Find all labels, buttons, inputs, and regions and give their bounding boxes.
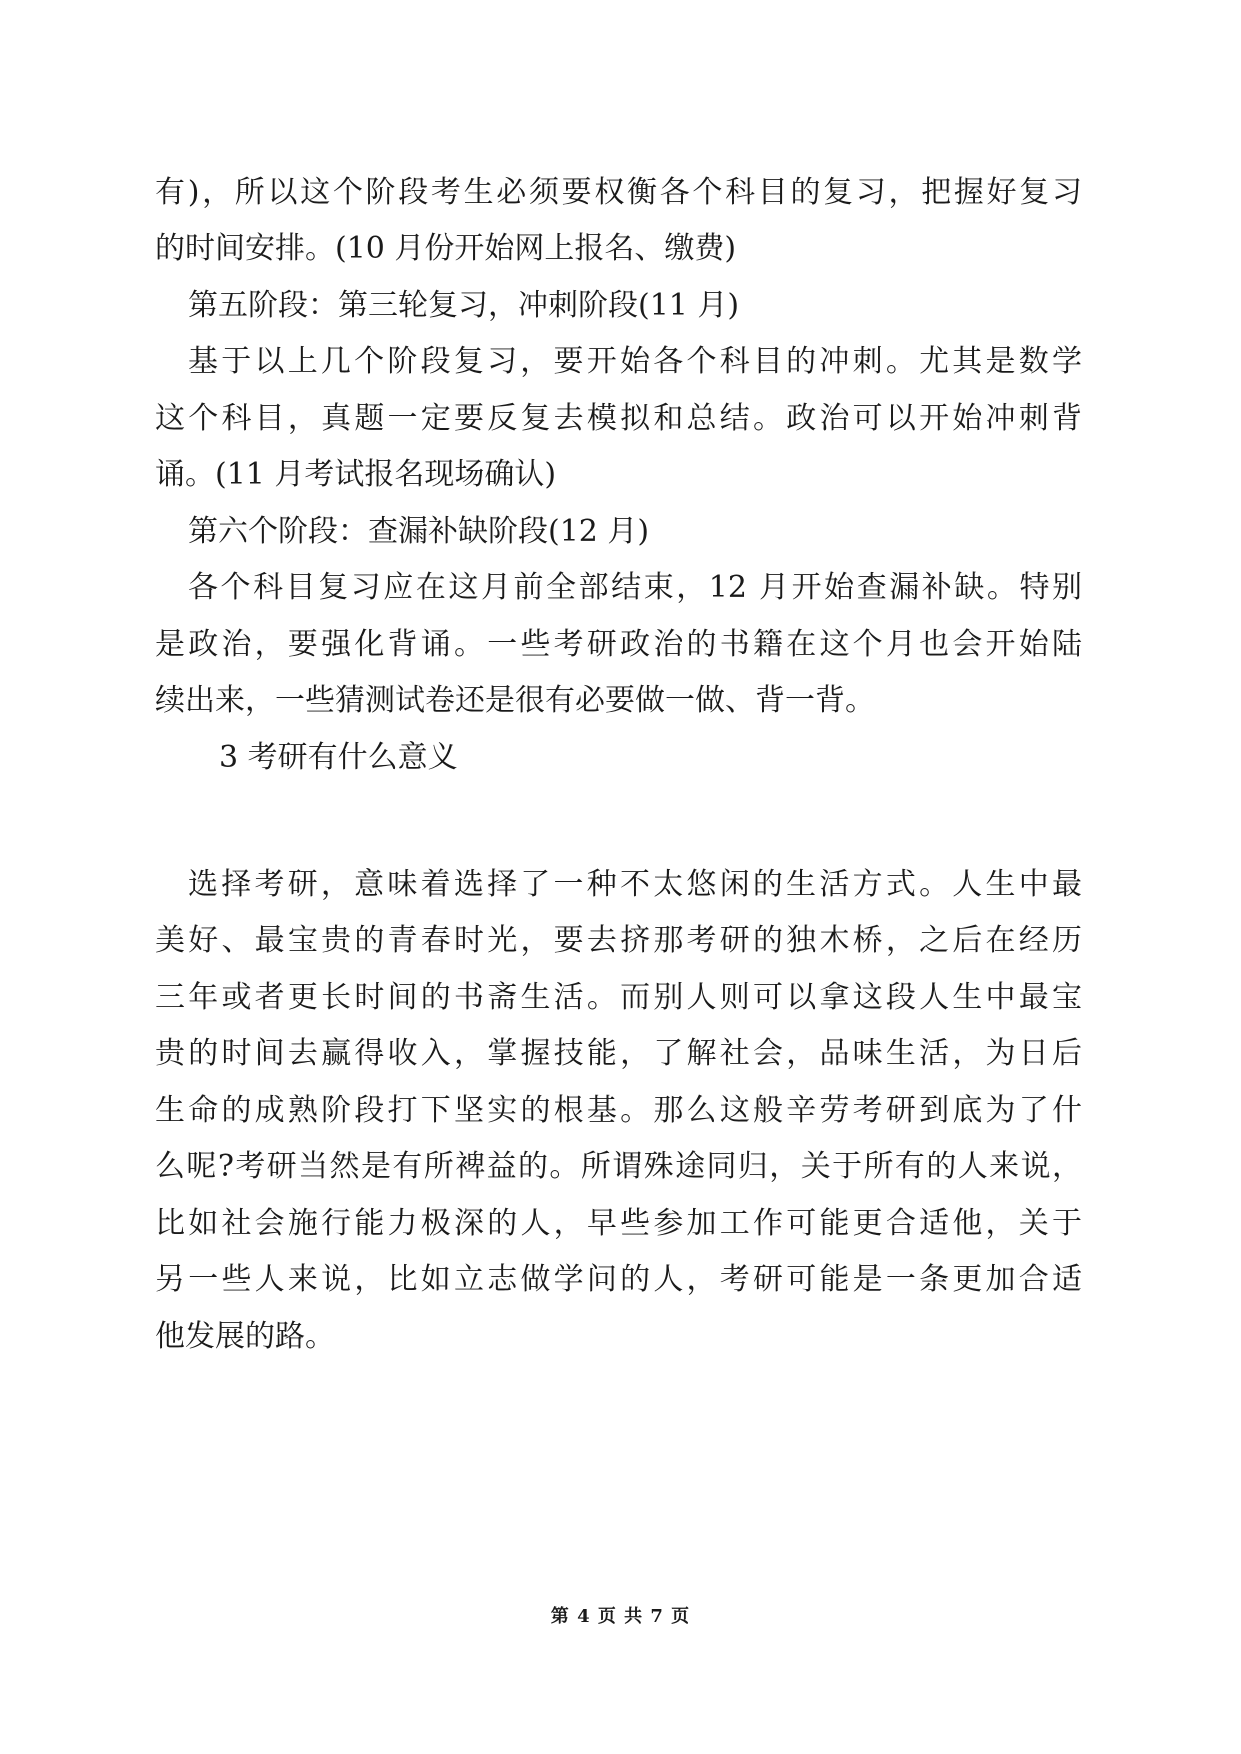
paragraph-line: 各个科目复习应在这月前全部结束，12 月开始查漏补缺。特别: [188, 570, 1082, 605]
paragraph-line: 贵的时间去赢得收入，掌握技能，了解社会，品味生活，为日后: [155, 1036, 1082, 1071]
paragraph-line: 这个科目，真题一定要反复去模拟和总结。政治可以开始冲刺背: [155, 401, 1082, 436]
paragraph-line: 诵。(11 月考试报名现场确认): [155, 457, 557, 492]
paragraph-line: 他发展的路。: [155, 1319, 335, 1354]
section-heading-meaning: 3 考研有什么意义: [219, 740, 458, 775]
paragraph-line: 是政治，要强化背诵。一些考研政治的书籍在这个月也会开始陆: [155, 627, 1082, 662]
paragraph-line: 生命的成熟阶段打下坚实的根基。那么这般辛劳考研到底为了什: [155, 1093, 1082, 1128]
paragraph-line: 美好、最宝贵的青春时光，要去挤那考研的独木桥，之后在经历: [155, 923, 1082, 958]
paragraph-line: 三年或者更长时间的书斋生活。而别人则可以拿这段人生中最宝: [155, 980, 1082, 1015]
paragraph-line: 有)，所以这个阶段考生必须要权衡各个科目的复习，把握好复习: [155, 175, 1082, 210]
paragraph-line: 比如社会施行能力极深的人，早些参加工作可能更合适他，关于: [155, 1206, 1082, 1241]
section-heading-stage-6: 第六个阶段：查漏补缺阶段(12 月): [188, 514, 650, 549]
paragraph-line: 续出来，一些猜测试卷还是很有必要做一做、背一背。: [155, 683, 875, 718]
page-number-footer: 第 4 页 共 7 页: [550, 1606, 691, 1627]
paragraph-line: 么呢?考研当然是有所裨益的。所谓殊途同归，关于所有的人来说，: [155, 1149, 1082, 1184]
paragraph-line: 的时间安排。(10 月份开始网上报名、缴费): [155, 231, 737, 266]
paragraph-line: 选择考研，意味着选择了一种不太悠闲的生活方式。人生中最: [188, 867, 1082, 902]
paragraph-line: 基于以上几个阶段复习，要开始各个科目的冲刺。尤其是数学: [188, 344, 1082, 379]
paragraph-line: 另一些人来说，比如立志做学问的人，考研可能是一条更加合适: [155, 1262, 1082, 1297]
section-heading-stage-5: 第五阶段：第三轮复习，冲刺阶段(11 月): [188, 288, 740, 323]
